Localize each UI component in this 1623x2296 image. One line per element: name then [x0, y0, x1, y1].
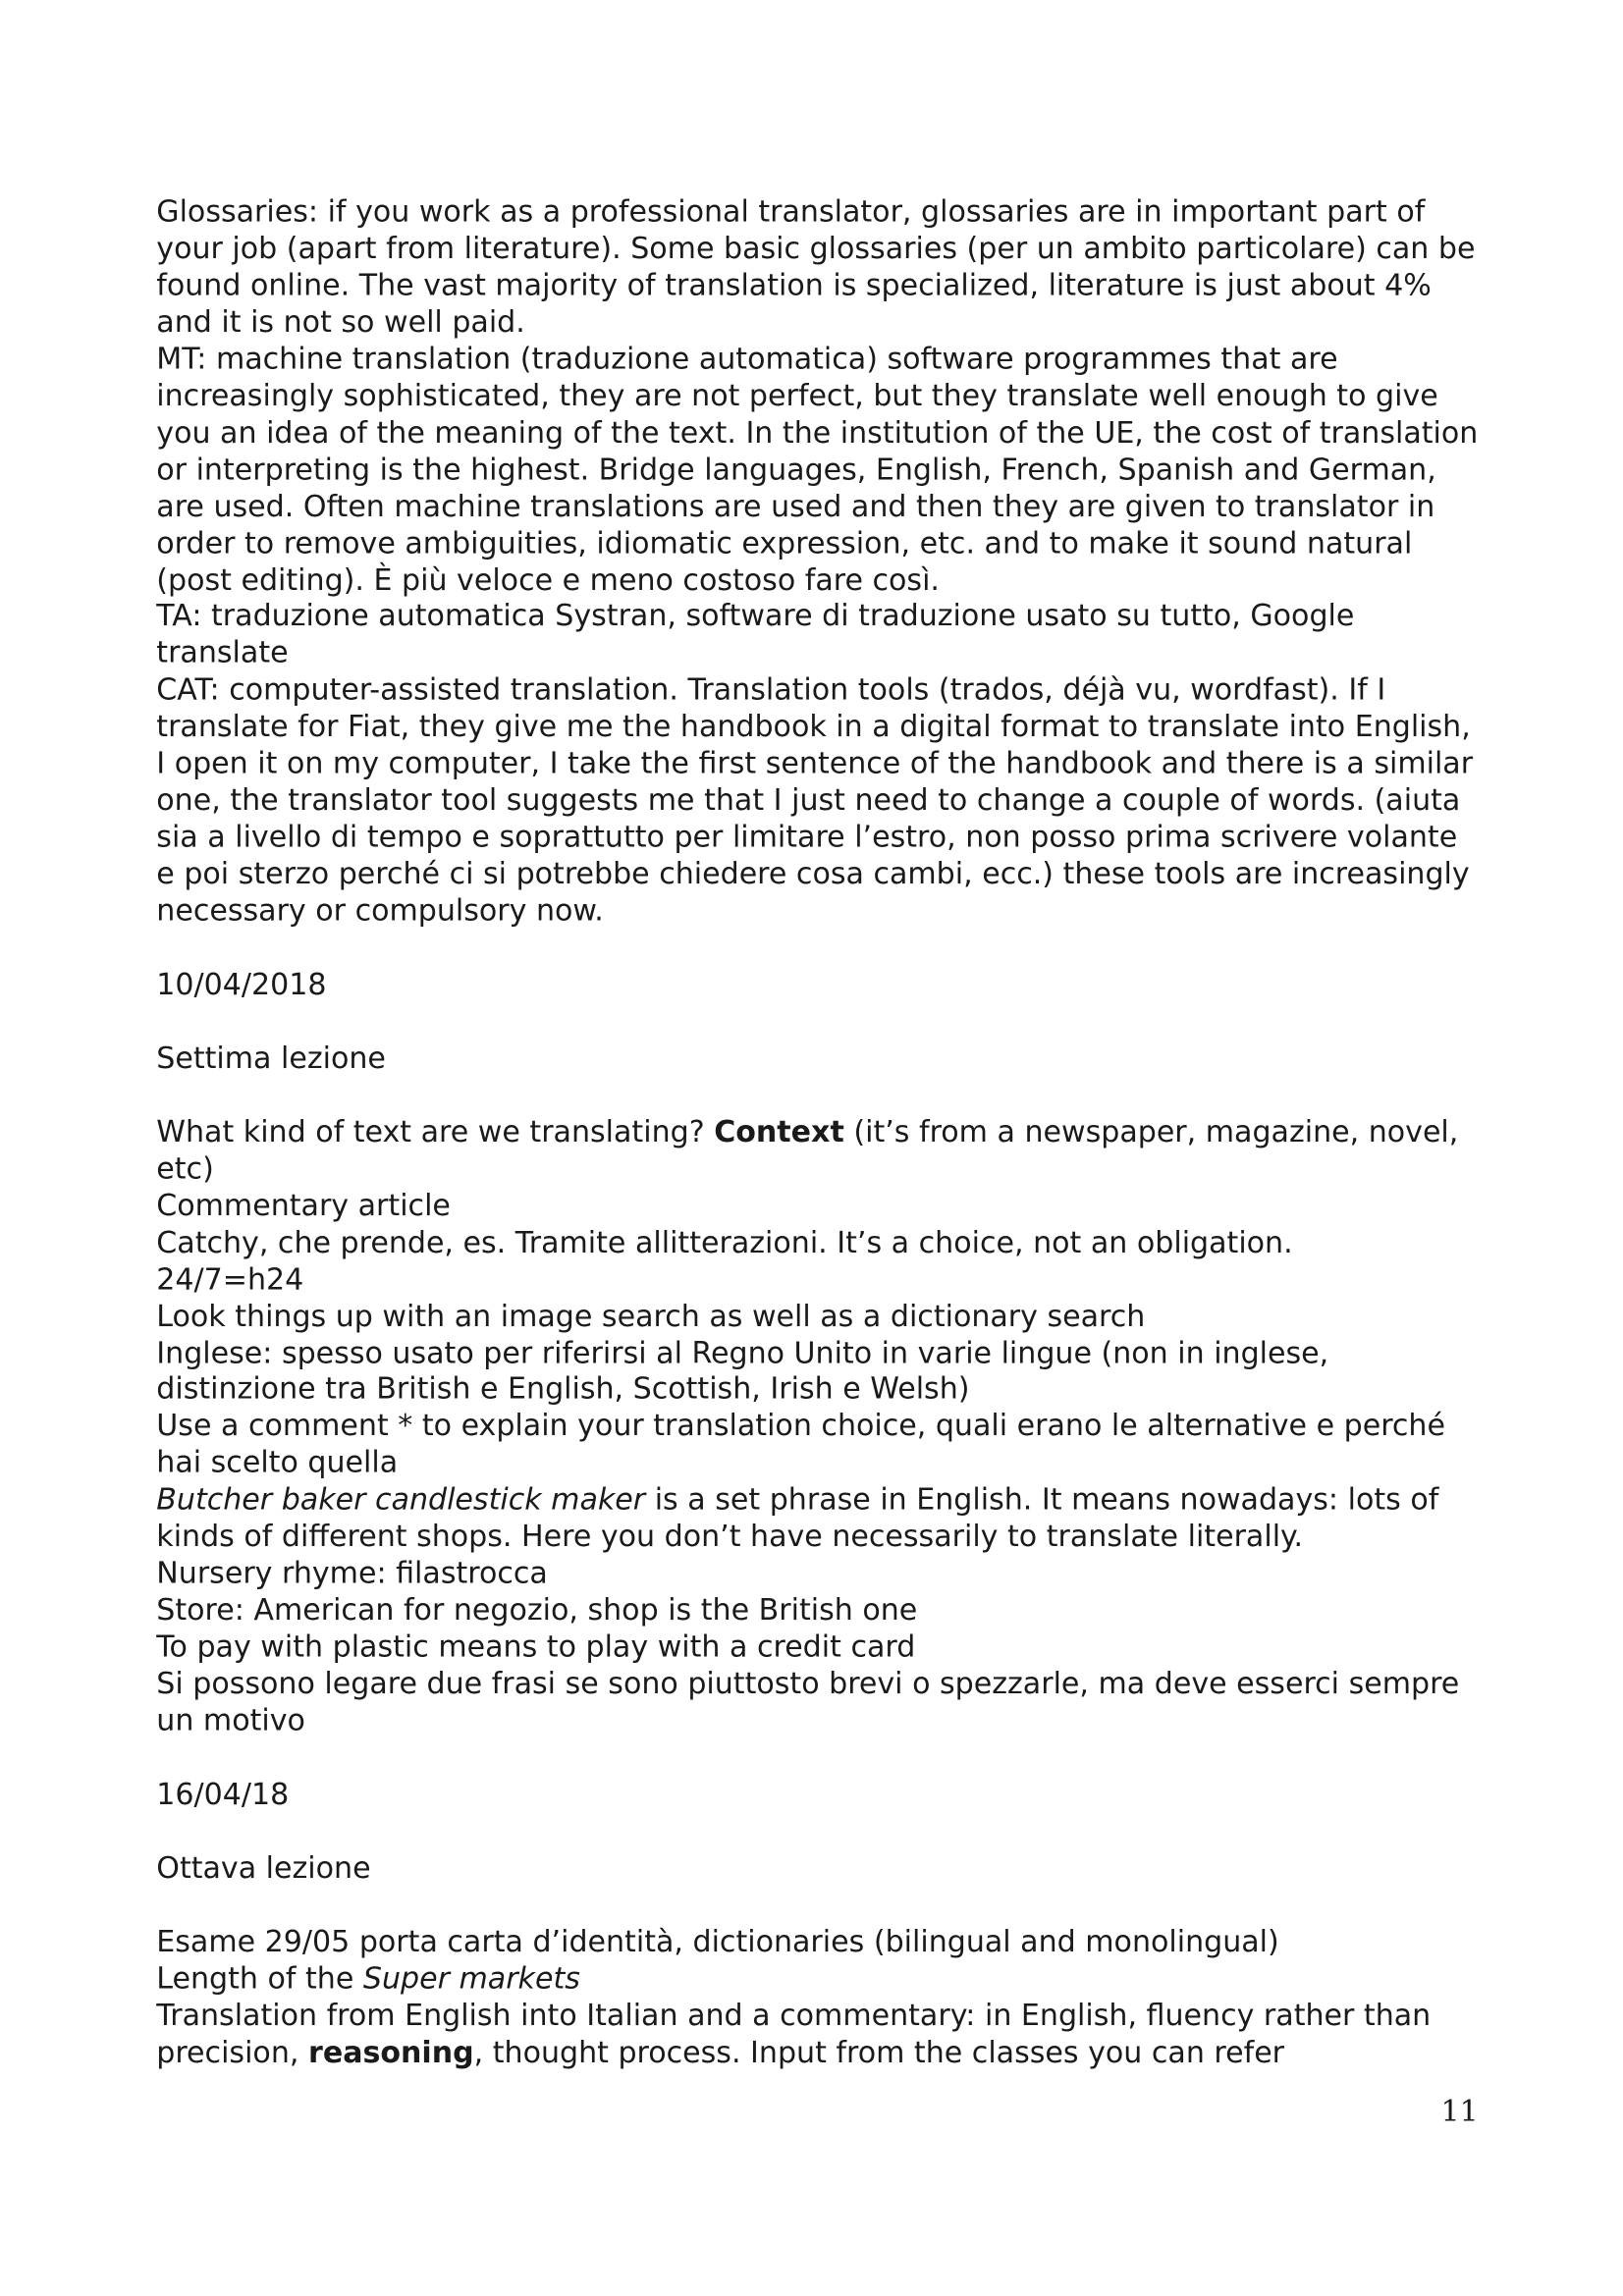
paragraph-frasi: Si possono legare due frasi se sono piuttosto brevi o spezzarle, ma deve esserci sempre un motivo	[156, 1665, 1460, 1738]
paragraph-store: Store: American for negozio, shop is the British one	[156, 1591, 918, 1628]
paragraph-commentary: Commentary article	[156, 1187, 451, 1223]
blank-line	[156, 1739, 1484, 1776]
paragraph-butcher	[156, 1481, 1484, 1555]
paragraph-catchy: Catchy, che prende, es. Tramite allitterazioni. It’s a choice, not an obligation.	[156, 1223, 1293, 1259]
date-heading: 10/04/2018	[156, 966, 327, 1002]
date-heading: 16/04/18	[156, 1776, 290, 1812]
paragraph-context	[156, 1113, 1484, 1187]
paragraph-comment: Use a comment * to explain your translation choice, quali erano le alternative e perché hai scelto quella	[156, 1408, 1445, 1480]
translation-bold-term: reasoning	[307, 2033, 474, 2069]
paragraph-glossaries: Glossaries: if you work as a professional translator, glossaries are in important part of your job (apart from literature). Some basic glossaries (per un ambito particolare) can be found online. The vast majority of translation is specialized, literature is just about 4% and it is not so well paid.	[156, 192, 1476, 340]
paragraph-traduzione-automatica: TA: traduzione automatica Systran, software di traduzione usato su tutto, Google translate	[156, 598, 1355, 670]
context-text-after: (it’s from a newspaper, magazine, novel, etc)	[156, 1113, 1459, 1186]
paragraph-length	[156, 1960, 1484, 1997]
translation-text-before: Translation from English into Italian and a commentary: in English, fluency rather than precision,	[156, 1997, 1432, 2069]
paragraph-translation	[156, 1997, 1484, 2070]
translation-text-after: , thought process. Input from the classes you can refer	[473, 2033, 1285, 2069]
blank-line	[156, 1077, 1484, 1113]
length-italic-title: Super markets	[362, 1959, 580, 1996]
paragraph-look-up: Look things up with an image search as well as a dictionary search	[156, 1297, 1146, 1333]
blank-line	[156, 1887, 1484, 1923]
blank-line	[156, 1003, 1484, 1040]
paragraph-cat: CAT: computer-assisted translation. Translation tools (trados, déjà vu, wordfast). If I translate for Fiat, they give me the handbook in a digital format to translate into English, I open it on my computer, I take the first sentence of the handbook and there is a similar one, the translator tool suggests me that I just need to change a couple of words. (aiuta sia a livello di tempo e soprattutto per limitare l’estro, non posso prima scrivere volante e poi sterzo perché ci si potrebbe chiedere cosa cambi, ecc.) these tools are increasingly necessary or compulsory now.	[156, 671, 1474, 929]
context-bold-term: Context	[714, 1113, 844, 1149]
lesson-heading: Settima lezione	[156, 1040, 386, 1076]
paragraph-plastic: To pay with plastic means to play with a credit card	[156, 1629, 916, 1665]
lesson-heading: Ottava lezione	[156, 1849, 371, 1886]
paragraph-machine-translation: MT: machine translation (traduzione automatica) software programmes that are increasingly sophisticated, they are not perfect, but they translate well enough to give you an idea of the meaning of the text. In the institution of the UE, the cost of translation or interpreting is the highest. Bridge languages, English, French, Spanish and German, are used. Often machine translations are used and then they are given to translator in order to remove ambiguities, idiomatic expression, etc. and to make it sound natural (post editing). È più veloce e meno costoso fare così.	[156, 340, 1479, 597]
page-body	[156, 193, 1484, 2070]
length-text-before: Length of the	[156, 1959, 363, 1996]
paragraph-esame: Esame 29/05 porta carta d’identità, dictionaries (bilingual and monolingual)	[156, 1923, 1279, 1959]
blank-line	[156, 1813, 1484, 1849]
context-text-before: What kind of text are we translating?	[156, 1113, 715, 1149]
page-number: 11	[1440, 2093, 1479, 2129]
paragraph-nursery-rhyme: Nursery rhyme: filastrocca	[156, 1555, 548, 1591]
paragraph-24-7: 24/7=h24	[156, 1260, 304, 1297]
butcher-italic-phrase: Butcher baker candlestick maker	[156, 1481, 646, 1518]
blank-line	[156, 930, 1484, 966]
paragraph-inglese: Inglese: spesso usato per riferirsi al Regno Unito in varie lingue (non in inglese, distinzione tra British e English, Scottish, Irish e Welsh)	[156, 1334, 1329, 1407]
butcher-text-rest: is a set phrase in English. It means nowadays: lots of kinds of different shops. Here you don’t have necessarily to translate literally.	[156, 1481, 1439, 1554]
